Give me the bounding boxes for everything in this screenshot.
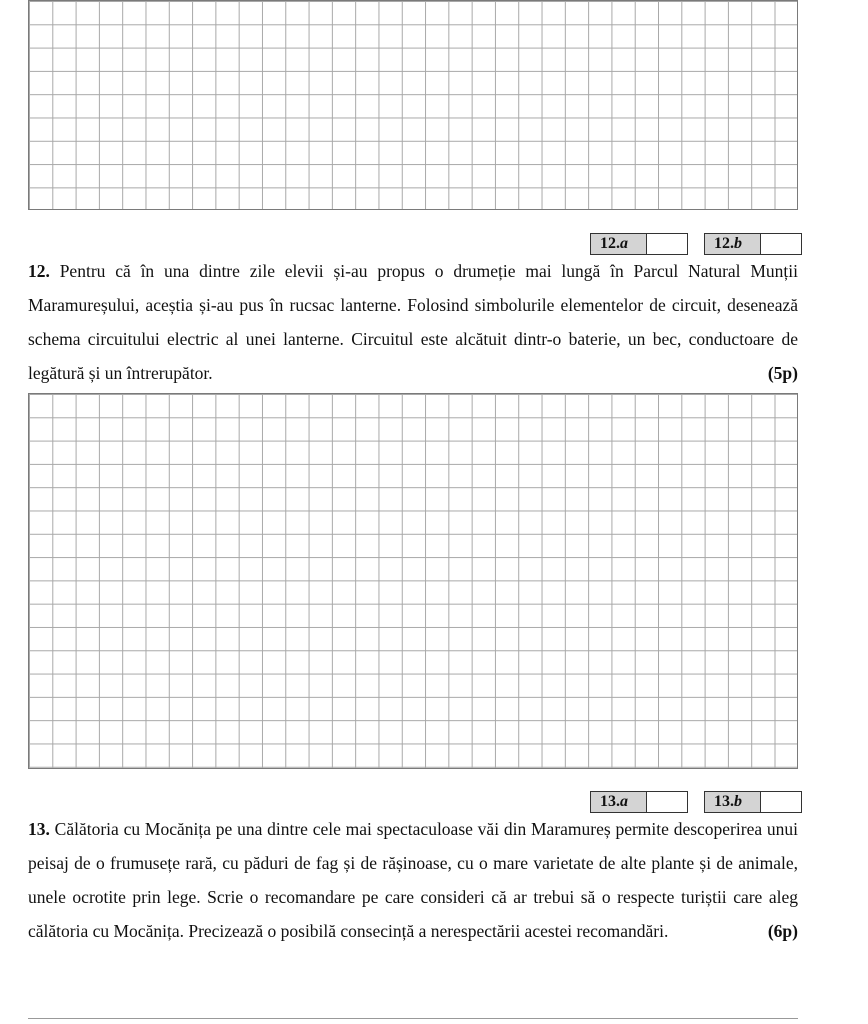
score-cell-12b[interactable] bbox=[761, 234, 801, 254]
score-label-13b: 13.b bbox=[705, 792, 761, 812]
score-cell-13a[interactable] bbox=[647, 792, 687, 812]
score-box-13b bbox=[704, 791, 802, 813]
answer-line[interactable] bbox=[28, 1018, 798, 1019]
question-12-number: 12. bbox=[28, 261, 50, 281]
question-13-number: 13. bbox=[28, 819, 50, 839]
question-12-text: Pentru că în una dintre zile elevii și-au propus o drumeție mai lungă în Parcul Natural Munții Maramureșului, aceștia și-au pus în rucsac lanterne. Folosind simbolurile elementelor de circuit, desenează schema circuitului electric al unei lanterne. Circuitul este alcătuit dintr-o baterie, un bec, conductoare de legătură și un întrerupător. bbox=[28, 261, 799, 383]
score-cell-12a[interactable] bbox=[647, 234, 687, 254]
question-13-text: Călătoria cu Mocănița pe una dintre cele mai spectaculoase văi din Maramureș permite descoperirea unui peisaj de o frumusețe rară, cu păduri de fag și de rășinoase, cu o mare varietate de alte plante și de animale, unele ocrotite prin lege. Scrie o recomandare pe care consideri că ar trebui să o respecte turiștii care aleg călătoria cu Mocănița. Precizează o posibilă consecință a nerespectării acestei recomandări. bbox=[28, 819, 799, 941]
question-13 bbox=[28, 812, 798, 948]
score-label-13a: 13.a bbox=[591, 792, 647, 812]
score-label-12b: 12.b bbox=[705, 234, 761, 254]
score-cell-13b[interactable] bbox=[761, 792, 801, 812]
score-box-12a bbox=[590, 233, 688, 255]
score-label-12a: 12.a bbox=[591, 234, 647, 254]
answer-grid-top[interactable] bbox=[28, 0, 798, 210]
question-13-points: (6p) bbox=[767, 921, 798, 941]
score-box-12b bbox=[704, 233, 802, 255]
score-box-13a bbox=[590, 791, 688, 813]
question-12-points: (5p) bbox=[767, 363, 798, 383]
answer-grid-12[interactable] bbox=[28, 393, 798, 769]
question-12 bbox=[28, 254, 798, 390]
